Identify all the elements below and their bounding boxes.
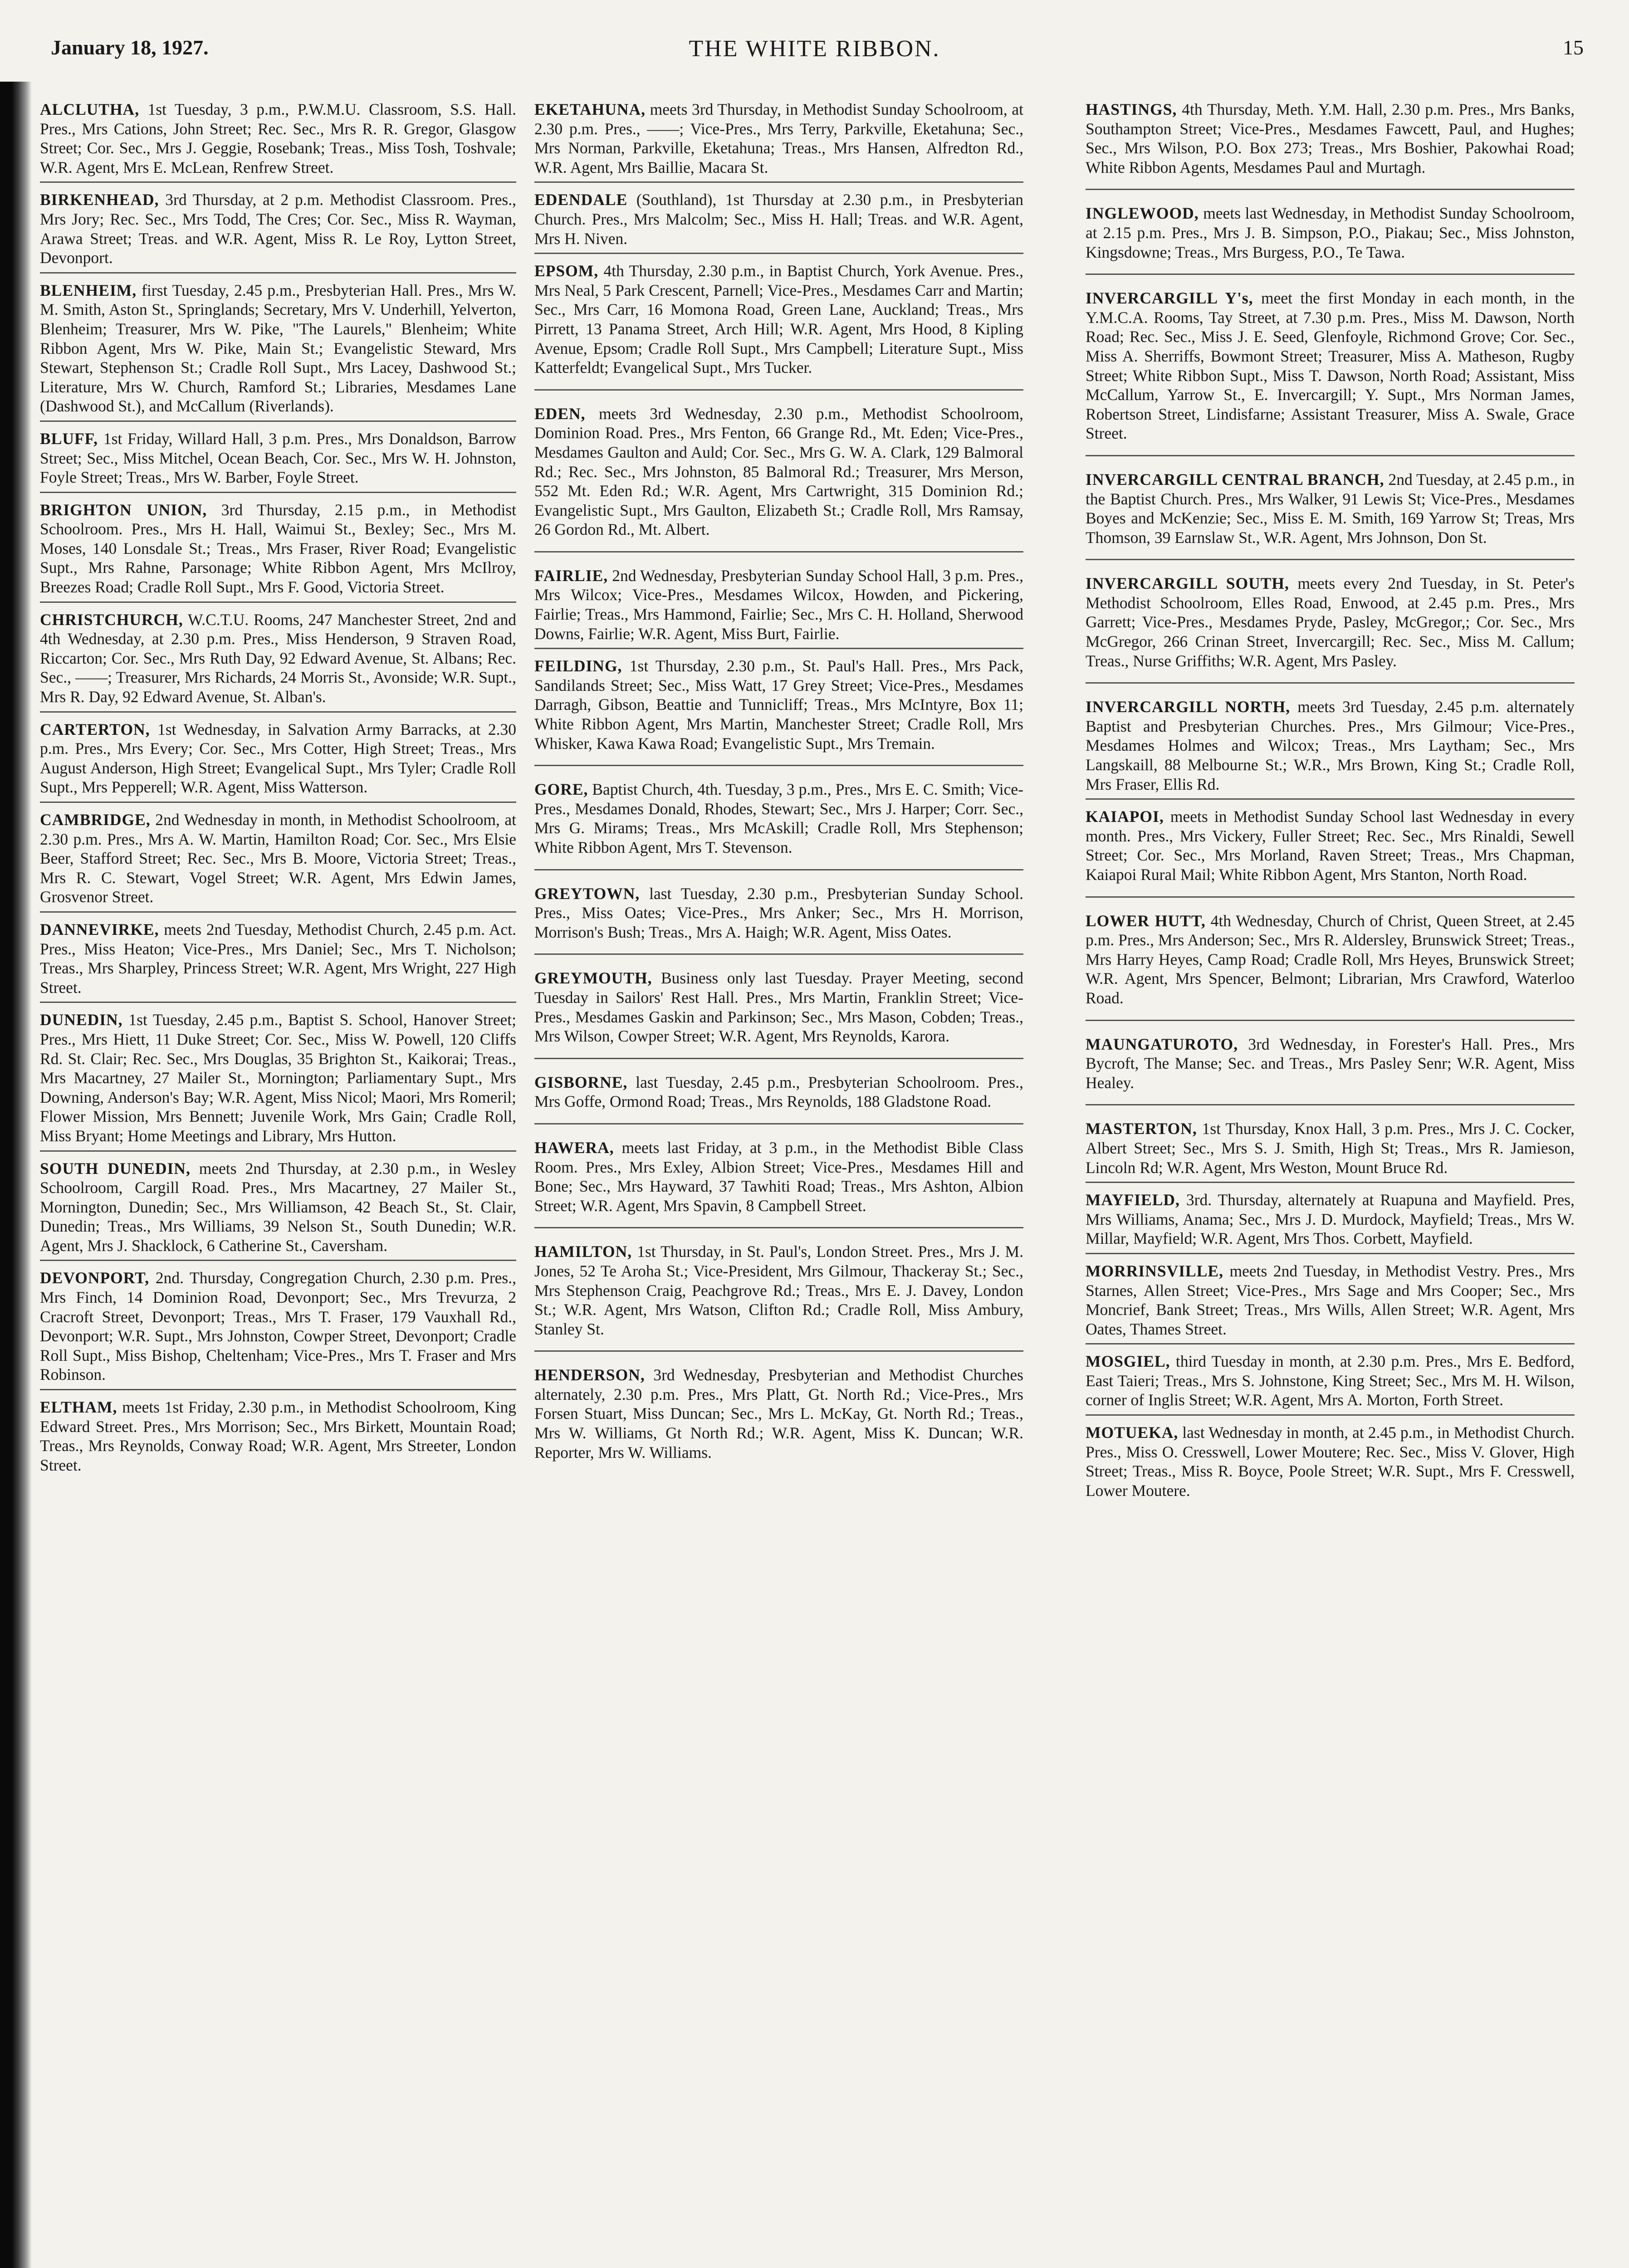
branch-details: 4th Thursday, 2.30 p.m., in Baptist Church, York Avenue. Pres., Mrs Neal, 5 Park Crescent, Parnell; Vice-Pres., Mesdames Carr and Martin; Sec., Mrs Carr, 16 Momona Road, Green Lane, Auckland; Treas., Mrs Pirrett, 13 Panama Street, Arch Hill; W.R. Agent, Mrs Hood, 8 Kipling Avenue, Epsom; Cradle Roll Supt., Mrs Campbell; Literature Supt., Miss Katterfeldt; Evangelical Supt., Mrs Tucker. (534, 262, 1023, 377)
entry-divider (40, 272, 516, 274)
entry-divider (40, 601, 516, 603)
directory-entry (534, 1242, 1023, 1339)
branch-details: (Southland), 1st Thursday at 2.30 p.m., in Presbyterian Church. Pres., Mrs Malcolm; Sec., Miss H. Hall; Treas. and W.R. Agent, Mrs H. Niven. (534, 191, 1023, 248)
branch-name: DEVONPORT, (40, 1269, 150, 1287)
branch-name: GISBORNE, (534, 1073, 628, 1091)
directory-entry (1086, 470, 1575, 547)
issue-date: January 18, 1927. (51, 36, 209, 59)
branch-details: Business only last Tuesday. Prayer Meeting, second Tuesday in Sailors' Rest Hall. Pres., Mrs Martin, Franklin Street; Vice-Pres., Mesdames Gaskin and Parkinson; Sec., Mrs Mason, Cobden; Treas., Mrs Wilson, Cowper Street; W.R. Agent, Mrs Reynolds, Karora. (534, 969, 1023, 1046)
entry-divider (1086, 1104, 1575, 1105)
branch-name: LOWER HUTT, (1086, 911, 1206, 930)
entry-divider (1086, 559, 1575, 560)
branch-details: meets last Friday, at 3 p.m., in the Methodist Bible Class Room. Pres., Mrs Exley, Albion Street; Vice-Pres., Mesdames Hill and Bone; Sec., Mrs Hayward, 37 Tawhiti Road; Treas., Mrs Ashton, Albion Street; W.R. Agent, Mrs Spavin, 8 Campbell Street. (534, 1138, 1023, 1215)
branch-name: DUNEDIN, (40, 1011, 123, 1029)
branch-details: meets 2nd Tuesday, Methodist Church, 2.45 p.m. Act. Pres., Miss Heaton; Vice-Pres., Mrs Daniel; Sec., Mrs T. Nicholson; Treas., Mrs Sharpley, Princess Street; W.R. Agent, Mrs Wright, 227 High Street. (40, 920, 516, 997)
entry-divider (534, 1123, 1023, 1124)
branch-details: 1st Wednesday, in Salvation Army Barracks, at 2.30 p.m. Pres., Mrs Every; Cor. Sec., Mrs Cotter, High Street; Treas., Mrs August Anderson, High Street; Evangelical Supt., Mrs Tyler; Cradle Roll Supt., Mrs Pepperell; W.R. Agent, Miss Watterson. (40, 720, 516, 797)
branch-name: INGLEWOOD, (1086, 204, 1199, 223)
entry-divider (534, 1058, 1023, 1059)
entry-divider (40, 911, 516, 913)
directory-entry (40, 1268, 516, 1384)
branch-name: BRIGHTON UNION, (40, 500, 207, 519)
entry-divider (534, 869, 1023, 870)
entry-divider (1086, 1414, 1575, 1416)
branch-name: FAIRLIE, (534, 566, 608, 585)
entry-divider (40, 711, 516, 713)
branch-details: meets 2nd Tuesday, in Methodist Vestry. Pres., Mrs Starnes, Allen Street; Vice-Pres., Mrs Sage and Mrs Cooper; Sec., Mrs Moncrief, Bank Street; Treas., Mrs Wills, Allen Street; W.R. Agent, Mrs Oates, Thames Street. (1086, 1261, 1575, 1338)
directory-entry (1086, 100, 1575, 177)
entry-divider (40, 1002, 516, 1003)
branch-details: last Tuesday, 2.45 p.m., Presbyterian Schoolroom. Pres., Mrs Goffe, Ormond Road; Treas., Mrs Reynolds, 188 Gladstone Road. (534, 1073, 1023, 1111)
entry-divider (40, 1389, 516, 1390)
branch-details: meets every 2nd Tuesday, in St. Peter's Methodist Schoolroom, Elles Road, Enwood, at 2.45 p.m. Pres., Mrs Garrett; Vice-Pres., Mesdames Pryde, Pasley, McGregor,; Cor. Sec., Mrs McGregor, 266 Crinan Street, Invercargill; Rec. Sec., Miss M. Callum; Treas., Nurse Griffiths; W.R. Agent, Mrs Pasley. (1086, 574, 1575, 670)
branch-details: 1st Thursday, in St. Paul's, London Street. Pres., Mrs J. M. Jones, 52 Te Aroha St.; Vice-President, Mrs Gilmour, Thackeray St.; Sec., Mrs Stephenson Craig, Peachgrove Rd.; Treas., Mrs E. J. Davey, London St.; W.R. Agent, Mrs Watson, Clifton Rd.; Cradle Roll, Miss Ambury, Stanley St. (534, 1242, 1023, 1338)
branch-details: meets 3rd Tuesday, 2.45 p.m. alternately Baptist and Presbyterian Churches. Pres., Mrs Gilmour; Vice-Pres., Mesdames Holmes and Wilcox; Treas., Mrs Laytham; Sec., Mrs Langskaill, 88 Melbourne St.; W.R., Mrs Brown, King St.; Cradle Roll, Mrs Fraser, Ellis Rd. (1086, 698, 1575, 793)
entry-divider (40, 1150, 516, 1152)
branch-name: MOTUEKA, (1086, 1423, 1179, 1442)
entry-divider (534, 1350, 1023, 1352)
branch-name: EPSOM, (534, 262, 599, 280)
directory-entry (1086, 204, 1575, 262)
entry-divider (534, 765, 1023, 766)
entry-divider (40, 1260, 516, 1261)
directory-entry (1086, 288, 1575, 443)
branch-details: 4th Wednesday, Church of Christ, Queen Street, at 2.45 p.m. Pres., Mrs Anderson; Sec., Mrs R. Aldersley, Brunswick Street; Treas., Mrs Harry Heyes, Camp Road; Cradle Roll, Mrs Heyes, Brunswick Street; W.R. Agent, Mrs Spencer, Belmont; Librarian, Mrs Crawford, Waterloo Road. (1086, 911, 1575, 1007)
branch-details: 2nd Tuesday, at 2.45 p.m., in the Baptist Church. Pres., Mrs Walker, 91 Lewis St; Vice-Pres., Mesdames Boyes and McKenzie; Sec., Miss E. M. Smith, 169 Yarrow St; Treas, Mrs Thomson, 39 Earnslaw St., W.R. Agent, Mrs Johnson, Don St. (1086, 470, 1575, 547)
directory-entry (534, 100, 1023, 177)
branch-name: EDEN, (534, 404, 586, 423)
directory-entry (40, 281, 516, 416)
entry-divider (534, 253, 1023, 254)
branch-name: MAUNGATUROTO, (1086, 1035, 1238, 1053)
entry-divider (1086, 189, 1575, 190)
directory-entry (1086, 1035, 1575, 1093)
branch-details: 3rd Thursday, at 2 p.m. Methodist Classroom. Pres., Mrs Jory; Rec. Sec., Mrs Todd, The Cres; Cor. Sec., Miss R. Wayman, Arawa Street; Treas. and W.R. Agent, Miss R. Le Roy, Lytton Street, Devonport. (40, 191, 516, 267)
directory-entry (534, 190, 1023, 248)
entry-divider (1086, 1253, 1575, 1254)
entry-divider (40, 420, 516, 422)
branch-details: meets 3rd Thursday, in Methodist Sunday Schoolroom, at 2.30 p.m. Pres., ——; Vice-Pres., Mrs Terry, Parkville, Eketahuna; Sec., Mrs Norman, Parkville, Eketahuna; Treas., Mrs Hansen, Alfredton Rd., W.R. Agent, Mrs Baillie, Macara St. (534, 100, 1023, 176)
branch-name: HENDERSON, (534, 1366, 645, 1384)
branch-name: MOSGIEL, (1086, 1352, 1170, 1371)
column-3 (1086, 100, 1575, 2268)
branch-name: MAYFIELD, (1086, 1191, 1180, 1209)
branch-details: 3rd Wednesday, in Forester's Hall. Pres., Mrs Bycroft, The Manse; Sec. and Treas., Mrs Pasley Senr; W.R. Agent, Miss Healey. (1086, 1035, 1575, 1092)
branch-details: 1st Friday, Willard Hall, 3 p.m. Pres., Mrs Donaldson, Barrow Street; Sec., Miss Mitchel, Ocean Beach, Cor. Sec., Mrs W. H. Johnston, Foyle Street; Treas., Mrs W. Barber, Foyle Street. (40, 429, 516, 487)
branch-details: 3rd. Thursday, alternately at Ruapuna and Mayfield. Pres, Mrs Williams, Anama; Sec., Mrs J. D. Murdock, Mayfield; Treas., Mrs W. Millar, Mayfield; W.R. Agent, Mrs Thos. Corbett, Mayfield. (1086, 1191, 1575, 1248)
branch-details: 1st Tuesday, 3 p.m., P.W.M.U. Classroom, S.S. Hall. Pres., Mrs Cations, John Street; Rec. Sec., Mrs R. R. Gregor, Glasgow Street; Cor. Sec., Mrs J. Geggie, Rosebank; Treas., Miss Tosh, Toshvale; W.R. Agent, Mrs E. McLean, Renfrew Street. (40, 100, 516, 176)
directory-entry (534, 656, 1023, 753)
directory-entry (1086, 1190, 1575, 1248)
branch-name: CARTERTON, (40, 720, 150, 738)
branch-details: meets in Methodist Sunday School last Wednesday in every month. Pres., Mrs Vickery, Fuller Street; Rec. Sec., Mrs Rinaldi, Sewell Street; Cor. Sec., Mrs Morland, Raven Street; Treas., Mrs Chapman, Kaiapoi Rural Mail; White Ribbon Agent, Mrs Stanton, North Road. (1086, 807, 1575, 884)
branch-name: GORE, (534, 780, 588, 799)
directory-entry (1086, 697, 1575, 794)
branch-name: MASTERTON, (1086, 1119, 1197, 1138)
entry-divider (1086, 455, 1575, 456)
branch-name: EKETAHUNA, (534, 100, 646, 118)
branch-name: HASTINGS, (1086, 100, 1177, 118)
entry-divider (534, 389, 1023, 391)
branch-name: INVERCARGILL NORTH, (1086, 698, 1291, 716)
directory-entry (1086, 574, 1575, 670)
branch-details: meets 3rd Wednesday, 2.30 p.m., Methodist Schoolroom, Dominion Road. Pres., Mrs Fenton, 66 Grange Rd., Mt. Eden; Vice-Pres., Mesdames Gaulton and Auld; Cor. Sec., Mrs G. W. A. Clark, 129 Balmoral Rd.; Rec. Sec., Mrs Johnston, 85 Balmoral Rd.; Treasurer, Mrs Merson, 552 Mt. Eden Rd.; W.R. Agent, Mrs Cartwright, 315 Dominion Rd.; Evangelistic Supt., Mrs Gaulton, Elizabeth St.; Cradle Roll, Mrs Ramsay, 26 Gordon Rd., Mt. Albert. (534, 404, 1023, 539)
branch-name: EDENDALE (534, 191, 628, 209)
entry-divider (1086, 1020, 1575, 1021)
directory-entry (40, 810, 516, 907)
directory-entry (40, 920, 516, 997)
directory-entry (40, 190, 516, 267)
branch-name: BLENHEIM, (40, 281, 137, 299)
directory-entry (534, 1138, 1023, 1215)
branch-details: 3rd Thursday, 2.15 p.m., in Methodist Schoolroom. Pres., Mrs H. Hall, Waimui St., Bexley; Sec., Mrs M. Moses, 140 Lonsdale St.; Treas., Mrs Fraser, River Road; Evangelistic Supt., Mrs Rahne, Parsonage; White Ribbon Agent, Mrs McIlroy, Breezes Road; Cradle Roll Supt., Mrs F. Good, Victoria Street. (40, 500, 516, 596)
entry-divider (534, 953, 1023, 955)
branch-name: BIRKENHEAD, (40, 191, 159, 209)
directory-entry (40, 610, 516, 707)
branch-name: GREYTOWN, (534, 884, 640, 903)
directory-entry (40, 1010, 516, 1145)
entry-divider (1086, 896, 1575, 898)
branch-details: third Tuesday in month, at 2.30 p.m. Pres., Mrs E. Bedford, East Taieri; Treas., Mrs S. Johnstone, King Street; Sec., Mrs M. H. Wilson, corner of Inglis Street; W.R. Agent, Mrs A. Morton, Forth Street. (1086, 1352, 1575, 1409)
branch-name: CHRISTCHURCH, (40, 610, 183, 629)
entry-divider (40, 181, 516, 183)
directory-entry (40, 1159, 516, 1256)
entry-divider (1086, 1182, 1575, 1183)
entry-divider (40, 492, 516, 493)
page-header (45, 35, 1584, 72)
branch-name: HAWERA, (534, 1138, 614, 1157)
branch-name: MORRINSVILLE, (1086, 1261, 1223, 1280)
branch-details: meets 2nd Thursday, at 2.30 p.m., in Wesley Schoolroom, Cargill Road. Pres., Mrs Macartney, 27 Mailer St., Mornington, Dunedin; Sec., Mrs Williamson, 42 Beach St., St. Clair, Dunedin; Treas., Mrs Williams, 39 Nelson St., South Dunedin; W.R. Agent, Mrs J. Shacklock, 6 Catherine St., Caversham. (40, 1159, 516, 1255)
directory-entry (1086, 911, 1575, 1008)
directory-entry (40, 429, 516, 487)
branch-details: 3rd Wednesday, Presbyterian and Methodist Churches alternately, 2.30 p.m. Pres., Mrs Platt, Gt. North Rd.; Vice-Pres., Mrs Forsen Stuart, Miss Duncan; Sec., Mrs L. McKay, Gt. North Rd.; Treas., Mrs W. Williams, Gt North Rd.; W.R. Agent, Miss K. Duncan; W.R. Reporter, Mrs W. Williams. (534, 1366, 1023, 1461)
entry-divider (1086, 682, 1575, 684)
directory-entry (40, 100, 516, 177)
branch-name: ELTHAM, (40, 1398, 117, 1417)
branch-name: HAMILTON, (534, 1242, 632, 1261)
branch-name: KAIAPOI, (1086, 807, 1164, 826)
directory-entry (534, 780, 1023, 857)
branch-name: INVERCARGILL Y's, (1086, 289, 1253, 308)
directory-entry (1086, 1119, 1575, 1177)
directory-entry (534, 884, 1023, 942)
column-2 (534, 100, 1023, 2268)
branch-details: 1st Tuesday, 2.45 p.m., Baptist S. School, Hanover Street; Pres., Mrs Hiett, 11 Duke Street; Cor. Sec., Miss W. Powell, 120 Cliffs Rd. St. Clair; Rec. Sec., Mrs Douglas, 35 Brighton St., Kaikorai; Treas., Mrs Macartney, 27 Mailer St., Mornington; Parliamentary Supt., Mrs Downing, Anderson's Bay; W.R. Agent, Miss Nicol; Maori, Mrs Romeril; Flower Mission, Mrs Bennett; Juvenile Work, Mrs Gain; Cradle Roll, Miss Bryant; Home Meetings and Library, Mrs Hutton. (40, 1011, 516, 1145)
directory-entry (1086, 807, 1575, 884)
branch-details: last Wednesday in month, at 2.45 p.m., in Methodist Church. Pres., Miss O. Cresswell, Lower Moutere; Rec. Sec., Miss V. Glover, High Street; Treas., Miss R. Boyce, Poole Street; W.R. Supt., Mrs F. Cresswell, Lower Moutere. (1086, 1423, 1575, 1500)
directory-entry (40, 720, 516, 797)
entry-divider (534, 1227, 1023, 1228)
directory-entry (534, 404, 1023, 539)
branch-details: Baptist Church, 4th. Tuesday, 3 p.m., Pres., Mrs E. C. Smith; Vice-Pres., Mesdames Donald, Rhodes, Stewart; Sec., Mrs J. Harper; Corr. Sec., Mrs G. Mirams; Treas., Mrs McAskill; Cradle Roll, Mrs Stephenson; White Ribbon Agent, Mrs T. Stevenson. (534, 780, 1023, 856)
branch-details: 2nd. Thursday, Congregation Church, 2.30 p.m. Pres., Mrs Finch, 14 Dominion Road, Devonport; Sec., Mrs Trevurza, 2 Cracroft Street, Devonport; Treas., Mrs T. Fraser, 179 Vauxhall Rd., Devonport; W.R. Supt., Mrs Johnston, Cowper Street, Devonport; Cradle Roll Supt., Miss Bishop, Cheltenham; Vice-Pres., Mrs T. Fraser and Mrs Robinson. (40, 1269, 516, 1384)
binding-edge (0, 82, 32, 2268)
branch-name: FEILDING, (534, 657, 622, 675)
branch-details: meets last Wednesday, in Methodist Sunday Schoolroom, at 2.15 p.m. Pres., Mrs J. B. Simpson, P.O., Piakau; Sec., Miss Johnston, Kingsdowne; Treas., Mrs Burgess, P.O., Te Tawa. (1086, 204, 1575, 261)
newspaper-title: THE WHITE RIBBON. (689, 36, 940, 62)
entry-divider (40, 802, 516, 803)
branch-details: meet the first Monday in each month, in the Y.M.C.A. Rooms, Tay Street, at 7.30 p.m. Pres., Miss M. Dawson, North Road; Rec. Sec., Miss J. E. Seed, Glenfoyle, Richmond Grove; Cor. Sec., Miss A. Sherriffs, Bowmont Street; Treasurer, Miss A. Matheson, Rugby Street; White Ribbon Supt., Miss T. Dawson, North Road; Assistant, Miss McCallum, Yarrow St., E. Invercargill; Y. Supt., Mrs Norman James, Robertson Street, Lindisfarne; Assistant Treasurer, Miss A. Swale, Grace Street. (1086, 289, 1575, 443)
directory-entry (534, 566, 1023, 643)
branch-details: 2nd Wednesday in month, in Methodist Schoolroom, at 2.30 p.m. Pres., Mrs A. W. Martin, Hamilton Road; Cor. Sec., Mrs Elsie Beer, Stafford Street; Rec. Sec., Mrs B. Moore, Victoria Street; Treas., Mrs R. C. Stewart, Vogel Street; W.R. Agent, Mrs Edwin James, Grosvenor Street. (40, 811, 516, 906)
directory-entry (1086, 1352, 1575, 1410)
branch-details: 1st Thursday, 2.30 p.m., St. Paul's Hall. Pres., Mrs Pack, Sandilands Street; Sec., Miss Watt, 17 Grey Street; Vice-Pres., Mesdames Darragh, Gibson, Beattie and Tunnicliff; Treas., Mrs McIntyre, Box 11; White Ribbon Agent, Mrs Martin, Manchester Street; Cradle Roll, Mrs Whisker, Kawa Kawa Road; Evangelistic Supt., Mrs Tremain. (534, 657, 1023, 753)
directory-entry (1086, 1423, 1575, 1500)
directory-entry (40, 500, 516, 597)
branch-name: SOUTH DUNEDIN, (40, 1159, 191, 1178)
branch-name: CAMBRIDGE, (40, 811, 151, 829)
branch-name: ALCLUTHA, (40, 100, 140, 118)
branch-name: INVERCARGILL CENTRAL BRANCH, (1086, 470, 1384, 489)
branch-details: W.C.T.U. Rooms, 247 Manchester Street, 2nd and 4th Wednesday, at 2.30 p.m. Pres., Miss Henderson, 9 Straven Road, Riccarton; Cor. Sec., Mrs Ruth Day, 92 Edward Avenue, St. Albans; Rec. Sec., ——; Treasurer, Mrs Richards, 24 Morris St., Avonside; W.R. Supt., Mrs R. Day, 92 Edward Avenue, St. Alban's. (40, 610, 516, 706)
page-number: 15 (1563, 36, 1584, 59)
entry-divider (1086, 1343, 1575, 1344)
entry-divider (534, 181, 1023, 183)
branch-details: first Tuesday, 2.45 p.m., Presbyterian Hall. Pres., Mrs W. M. Smith, Aston St., Springlands; Secretary, Mrs V. Underhill, Yelverton, Blenheim; Treasurer, Mrs W. Pike, "The Laurels," Blenheim; White Ribbon Agent, Mrs W. Pike, Main St.; Evangelistic Steward, Mrs Stewart, Stephenson St.; Cradle Roll Supt., Mrs Lacey, Dashwood St.; Literature, Mrs W. Church, Ramford St.; Libraries, Mesdames Lane (Dashwood St.), and McCallum (Riverlands). (40, 281, 516, 415)
branch-name: INVERCARGILL SOUTH, (1086, 574, 1289, 593)
branch-name: BLUFF, (40, 429, 98, 448)
branch-name: GREYMOUTH, (534, 969, 652, 987)
branch-details: 1st Thursday, Knox Hall, 3 p.m. Pres., Mrs J. C. Cocker, Albert Street; Sec., Mrs S. J. Smith, High St; Treas., Mrs R. Jamieson, Lincoln Rd; W.R. Agent, Mrs Weston, Mount Bruce Rd. (1086, 1119, 1575, 1177)
column-1 (40, 100, 516, 2268)
branch-details: 2nd Wednesday, Presbyterian Sunday School Hall, 3 p.m. Pres., Mrs Wilcox; Vice-Pres., Mesdames Wilcox, Howden, and Pickering, Fairlie; Treas., Mrs Hammond, Fairlie; Sec., Mrs C. H. Holland, Sherwood Downs, Fairlie; W.R. Agent, Miss Burt, Fairlie. (534, 566, 1023, 643)
directory-entry (1086, 1261, 1575, 1339)
directory-entry (534, 1365, 1023, 1462)
directory-entry (534, 1073, 1023, 1111)
entry-divider (1086, 274, 1575, 275)
branch-name: DANNEVIRKE, (40, 920, 159, 938)
branch-details: last Tuesday, 2.30 p.m., Presbyterian Sunday School. Pres., Miss Oates; Vice-Pres., Mrs Anker; Sec., Mrs H. Morrison, Morrison's Bush; Treas., Mrs A. Haigh; W.R. Agent, Miss Oates. (534, 884, 1023, 941)
directory-entry (534, 968, 1023, 1046)
branch-details: 4th Thursday, Meth. Y.M. Hall, 2.30 p.m. Pres., Mrs Banks, Southampton Street; Vice-Pres., Mesdames Fawcett, Paul, and Hughes; Sec., Mrs Wilson, P.O. Box 273; Treas., Mrs Boshier, Pakowhai Road; White Ribbon Agents, Mesdames Paul and Murtagh. (1086, 100, 1575, 176)
directory-entry (40, 1398, 516, 1475)
branch-details: meets 1st Friday, 2.30 p.m., in Methodist Schoolroom, King Edward Street. Pres., Mrs Morrison; Sec., Mrs Birkett, Mountain Road; Treas., Mrs Reynolds, Conway Road; W.R. Agent, Mrs Streeter, London Street. (40, 1398, 516, 1474)
entry-divider (1086, 798, 1575, 800)
entry-divider (534, 551, 1023, 552)
entry-divider (534, 648, 1023, 649)
directory-entry (534, 261, 1023, 377)
